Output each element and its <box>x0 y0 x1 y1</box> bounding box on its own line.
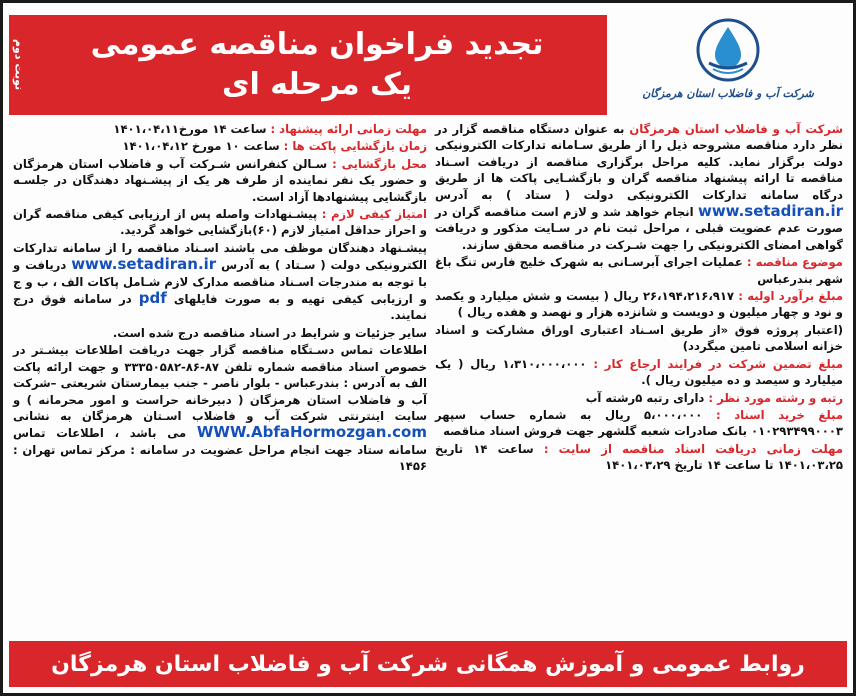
side-tag: نوبت دوم <box>9 15 29 115</box>
footer-banner: روابط عمومی و آموزش همگانی شرکت آب و فاضلاب استان هرمزگان <box>9 641 847 687</box>
title-banner <box>27 15 607 115</box>
contact-text-2: می باشد ، اطلاعات تماس سامانه ستاد جهت انجام مراحل عضویت در سامانه : مرکز تماس تهران : ۱۴۵۶ <box>13 426 427 474</box>
bidders-text-2: دریافت و با توجه به مندرجات اسـناد مناقصه مدارک لازم شـامل پاکات الف ، ب و ج و ارزیابی کیفی تهیه و به صورت فایلهای <box>13 258 427 307</box>
submit-row <box>13 121 427 137</box>
guarantee-value: ۱،۳۱۰،۰۰۰،۰۰۰ ریال ( یک میلیارد و سیصد و ده میلیون ریال ). <box>435 356 843 388</box>
venue-row <box>13 156 427 205</box>
rank-label: رتبه و رشته مورد نظر : <box>704 390 843 405</box>
deadline-row <box>435 441 843 474</box>
venue-label: محل بازگشایی : <box>327 156 427 171</box>
estimate-row <box>435 288 843 321</box>
intro-paragraph <box>435 121 843 253</box>
quality-value: پیشـنهادات واصله پس از ارزیابی کیفی مناقصه گران و احراز حداقل امتیاز لازم (۶۰)بازگشایی خواهد گردید. <box>13 207 427 238</box>
estimate-label: مبلغ برآورد اولیه : <box>734 289 843 304</box>
deadline-value: ساعت ۱۴ تاریخ ۱۴۰۱،۰۳،۲۵ تا ساعت ۱۴ تاریخ ۱۴۰۱،۰۳،۲۹ <box>435 441 843 473</box>
contact-paragraph <box>13 342 427 474</box>
deadline-label: مهلت زمانی دریافت اسناد مناقصه از سایت : <box>533 441 843 456</box>
water-drop-logo-icon <box>693 15 763 85</box>
left-column <box>13 121 427 476</box>
details-row: سایر جزئیات و شرایط در اسناد مناقصه درج شده است. <box>112 325 427 340</box>
title-line-1: تجدید فراخوان مناقصه عمومی <box>90 27 544 62</box>
purchase-value: ۵،۰۰۰،۰۰۰ ریال به شماره حساب سپهر ۰۱۰۲۹۳۴۹۹۰۰۰۳ بانک صادرات شعبه گلشهر جهت فروش اسناد مناقصه <box>435 407 843 439</box>
subject-row <box>435 254 843 287</box>
abfa-link-part-2[interactable]: Hormozgan.com <box>290 423 427 442</box>
right-column <box>435 121 843 475</box>
quality-row <box>13 206 427 239</box>
bidders-text: پیشـنهاد دهندگان موظف می باشند اسـناد مناقصه را از سامانه تدارکات الکترونیکی دولت ( سـتاد ) به آدرس <box>13 240 427 273</box>
bidders-paragraph <box>13 240 427 324</box>
abfa-link-part-1[interactable]: WWW.Abfa <box>196 423 290 442</box>
opening-value: ساعت ۱۰ مورخ ۱۴۰۱،۰۴،۱۲ <box>122 139 280 154</box>
guarantee-label: مبلغ تضمین شرکت در فرایند ارجاع کار : <box>586 356 843 371</box>
org-name: شرکت آب و فاضلاب استان هرمزگان <box>642 87 814 100</box>
funding-note: (اعتبار پروژه فوق «از طریق اسـناد اعتباری اوراق مشارکت و اسناد خزانه اسلامی تامین میگردد) <box>435 322 843 354</box>
contact-text: اطلاعات تماس دسـتگاه مناقصه گزار جهت دریافت اطلاعات بیشـتر در خصوص اسناد مناقصه شماره تلفن ۸۷-۸۶-۳۳۳۵۰۵۸۲ و جهت ارائه پاکت الف به آدرس : بندرعباس - بلوار ناصر - جنب بیمارستان شریعتی –شرکت آب و فاضلاب استان هرمزگان ( دبیرخانه حراست و امور محرمانه ) و سایت اینترنتی شرکت آب و فاضلاب اسـتان هرمزگان به نشانی <box>13 343 427 423</box>
opening-row <box>13 138 427 154</box>
bidders-text-3: در سامانه فوق درج نمایند. <box>13 292 427 323</box>
guarantee-row <box>435 356 843 389</box>
purchase-label: مبلغ خرید اسناد : <box>702 407 843 422</box>
company-logo <box>613 15 843 115</box>
rank-value: دارای رتبه ۵رشته آب <box>585 390 705 405</box>
intro-text: به عنوان دستگاه مناقصه گزار در نظر دارد مناقصه مشروحه ذیل را از طریق سـامانه تدارکات الکترونیکی دولت برگزار نماید. کلیه مراحل برگزاری مناقصه از دریافت اسـناد مناقصه تا ارائه پیشنهاد مناقصه گران و بازگشـایی پاکت ها از طریق درگاه سامانه تدارکات الکترونیکی دولت ( ستاد ) به آدرس <box>435 122 843 202</box>
header <box>9 9 849 117</box>
intro-text-2: انجام خواهد شد و لازم است مناقصه گران در صورت عدم عضویت قبلی ، مراحل ثبت نام در سـایت مذکور و دریافت گواهی امضای الکترونیکی را جهت شـرکت در مناقصه محقق سازند. <box>435 205 843 252</box>
estimate-value: ۲۶،۱۹۴،۲۱۶،۹۱۷ ریال ( بیست و شش میلیارد و یکصد و نود و چهار میلیون و دویست و شانزده هزار و نهصد و هفده ریال ) <box>435 289 843 320</box>
venue-value: سـالن کنفرانس شـرکت آب و فاضلاب استان هرمزگان و حضور یک نفر نماینده از طرف هر یک از پیشـنهاد دهندگان در جلسـه بازگشایی پیشنهادها آزاد است. <box>13 156 427 204</box>
rank-row <box>435 390 843 406</box>
submit-label: مهلت زمانی ارائه پیشنهاد : <box>266 122 427 136</box>
opening-label: زمان بازگشایی پاکت ها : <box>279 139 427 154</box>
setad-link-2[interactable]: www.setadiran.ir <box>71 255 217 274</box>
purchase-row <box>435 407 843 440</box>
subject-label: موضوع مناقصه : <box>742 255 843 270</box>
pdf-word: pdf <box>138 289 167 308</box>
title-line-2: یک مرحله ای <box>222 67 412 102</box>
setad-link[interactable]: www.setadiran.ir <box>697 202 843 221</box>
quality-label: امتیاز کیفی لازم : <box>317 207 428 222</box>
subject-value: عملیات اجرای آبرسـانی به شهرک خلیج فارس تنگ باغ شهر بندرعباس <box>435 255 843 286</box>
submit-value: ساعت ۱۴ مورخ۱۴۰۱،۰۴،۱۱ <box>113 122 267 136</box>
intro-org: شرکت آب و فاضلاب استان هرمزگان <box>629 122 843 136</box>
